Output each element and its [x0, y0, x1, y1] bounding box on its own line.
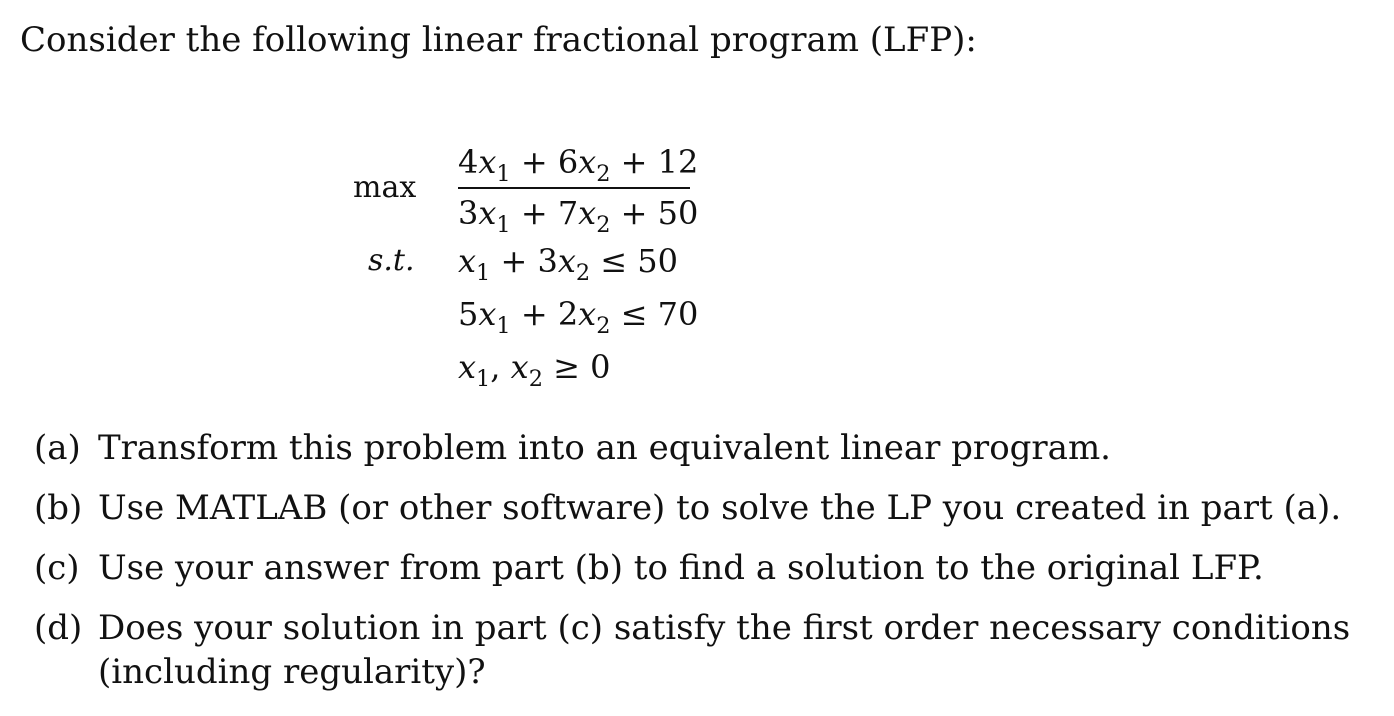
denominator-constant: 50 [657, 194, 699, 232]
subject-to-keyword: s.t. [368, 243, 415, 278]
nonneg-relation: ≥ [553, 348, 580, 386]
part-c-label: (c) [34, 548, 80, 588]
objective-denominator [458, 194, 699, 238]
numerator-coef-2: 6 [557, 143, 579, 181]
constraint-2-sub-2: 2 [596, 312, 611, 339]
nonnegativity-constraint [458, 348, 611, 392]
part-d-text: Does your solution in part (c) satisfy the first order necessary conditions (including regularity)? [98, 608, 1351, 692]
nonneg-var-2: x [510, 348, 529, 386]
max-keyword: max [353, 170, 417, 205]
constraint-2-coef-1: 5 [458, 295, 479, 333]
nonneg-rhs: 0 [590, 348, 611, 386]
nonneg-var-1: x [458, 348, 477, 386]
constraint-1-var-2: x [557, 242, 576, 280]
fraction-bar [458, 187, 690, 189]
constraint-1-coef-2: 3 [537, 242, 558, 280]
numerator-sub-2: 2 [596, 160, 611, 187]
nonneg-separator: , [490, 348, 511, 386]
constraint-2-coef-2: 2 [557, 295, 579, 333]
constraint-2-rhs: 70 [657, 295, 699, 333]
part-a-label: (a) [34, 428, 81, 468]
denominator-sub-1: 1 [496, 211, 511, 238]
constraint-1-var-1: x [458, 242, 477, 280]
constraint-2-var-2: x [578, 295, 597, 333]
constraint-1-rhs: 50 [637, 242, 678, 280]
part-b-text: Use MATLAB (or other software) to solve the LP you created in part (a). [98, 488, 1342, 528]
constraint-1-sub-2: 2 [575, 259, 591, 286]
numerator-constant: 12 [657, 143, 699, 181]
part-b-label: (b) [34, 488, 83, 528]
numerator-var-2: x [578, 143, 597, 181]
part-d [34, 606, 1374, 694]
objective-numerator [458, 143, 699, 187]
numerator-var-1: x [478, 143, 497, 181]
denominator-coef-2: 7 [557, 194, 579, 232]
numerator-sub-1: 1 [496, 160, 511, 187]
question-parts [34, 426, 1374, 710]
denominator-op-2: + [620, 194, 648, 232]
constraint-1 [458, 242, 678, 286]
part-d-label: (d) [34, 608, 83, 648]
constraint-2-relation: ≤ [620, 295, 648, 333]
denominator-sub-2: 2 [596, 211, 611, 238]
constraint-1-sub-1: 1 [476, 259, 491, 286]
denominator-var-1: x [478, 194, 497, 232]
nonneg-sub-2: 2 [528, 365, 543, 392]
denominator-op-1: + [520, 194, 548, 232]
intro-text: Consider the following linear fractional program (LFP): [20, 20, 977, 60]
part-c-text: Use your answer from part (b) to find a solution to the original LFP. [98, 548, 1264, 588]
numerator-coef-1: 4 [458, 143, 479, 181]
constraint-1-relation: ≤ [600, 242, 628, 280]
constraint-2-sub-1: 1 [496, 312, 511, 339]
numerator-op-1: + [520, 143, 548, 181]
part-c [34, 546, 1374, 590]
denominator-var-2: x [578, 194, 597, 232]
constraint-2 [458, 295, 699, 339]
part-a [34, 426, 1374, 470]
nonneg-sub-1: 1 [476, 365, 491, 392]
numerator-op-2: + [620, 143, 648, 181]
constraint-1-op: + [500, 242, 528, 280]
denominator-coef-1: 3 [458, 194, 479, 232]
constraint-2-op: + [520, 295, 548, 333]
part-a-text: Transform this problem into an equivalent linear program. [98, 428, 1111, 468]
constraint-2-var-1: x [478, 295, 497, 333]
part-b [34, 486, 1374, 530]
